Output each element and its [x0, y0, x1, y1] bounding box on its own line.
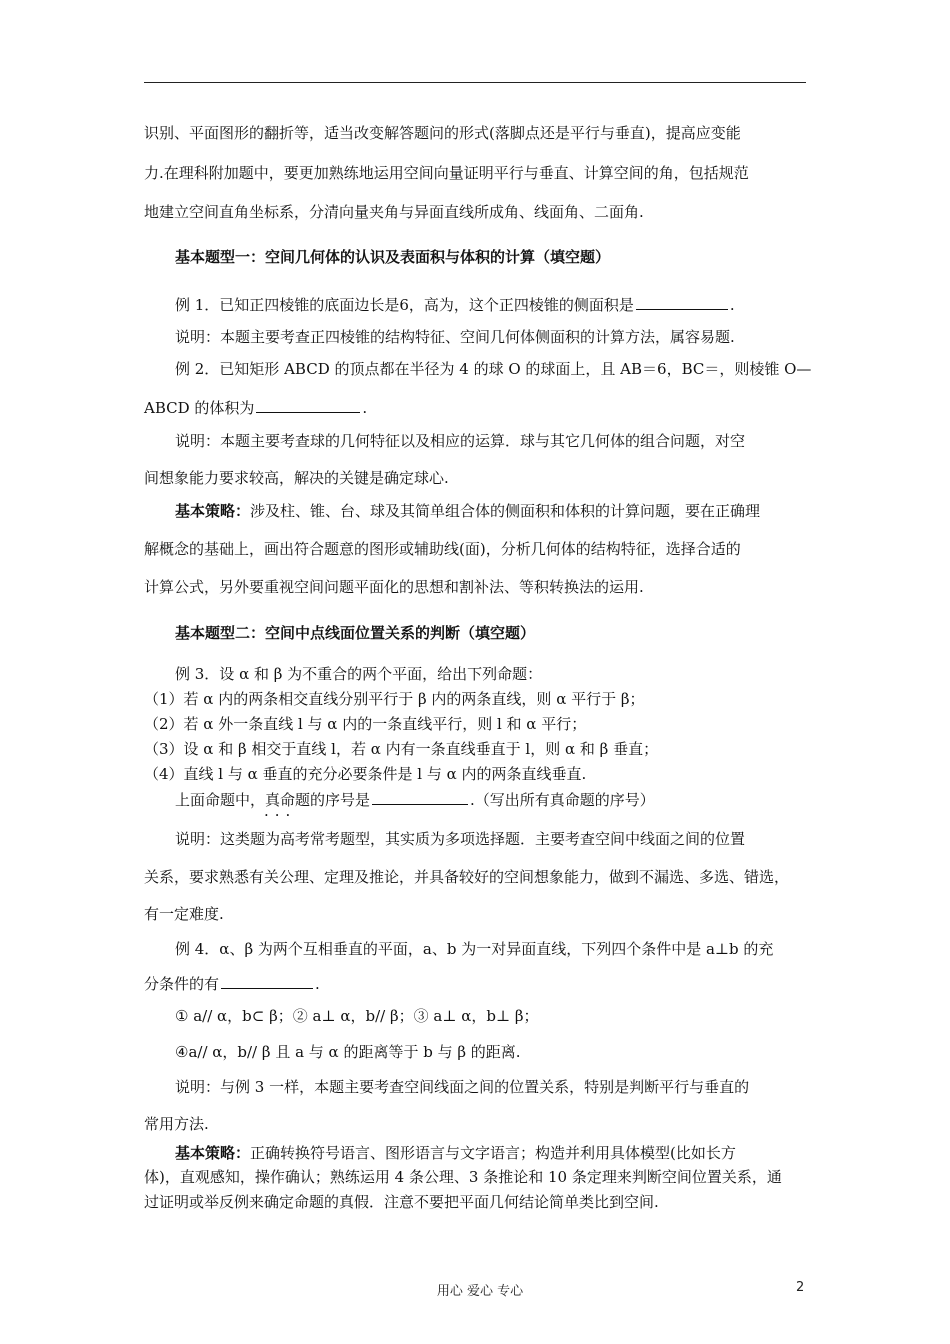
- note-4-cont: 常用方法.: [144, 1115, 209, 1133]
- header-rule: [144, 82, 806, 83]
- section-heading-1: 基本题型一：空间几何体的认识及表面积与体积的计算（填空题）: [175, 248, 611, 266]
- note-1: 说明：本题主要考查正四棱锥的结构特征、空间几何体侧面积的计算方法，属容易题.: [175, 328, 735, 346]
- section-heading-2: 基本题型二：空间中点线面位置关系的判断（填空题）: [175, 624, 536, 642]
- strategy-2-cont: 过证明或举反例来确定命题的真假．注意不要把平面几何结论简单类比到空间.: [144, 1193, 659, 1211]
- note-3-cont: 有一定难度.: [144, 905, 224, 923]
- answer-blank: [256, 397, 360, 413]
- page-footer: 用心 爱心 专心: [436, 1284, 524, 1299]
- strategy-1: 基本策略：涉及柱、锥、台、球及其简单组合体的侧面积和体积的计算问题，要在正确理: [175, 502, 761, 520]
- strategy-1-cont: 计算公式，另外要重视空间问题平面化的思想和割补法、等积转换法的运用.: [144, 578, 644, 596]
- paragraph-line: 识别、平面图形的翻折等，适当改变解答题问的形式(落脚点还是平行与垂直)，提高应变能: [144, 124, 741, 142]
- example-2: 例 2．已知矩形 ABCD 的顶点都在半径为 4 的球 O 的球面上，且 AB＝6，BC＝，则棱锥 O—: [175, 360, 812, 378]
- note-2: 说明：本题主要考查球的几何特征以及相应的运算．球与其它几何体的组合问题，对空: [175, 432, 746, 450]
- example-1: 例 1．已知正四棱锥的底面边长是6，高为，这个正四棱锥的侧面积是 .: [175, 296, 735, 314]
- proposition-1: （1）若 α 内的两条相交直线分别平行于 β 内的两条直线，则 α 平行于 β；: [144, 690, 645, 708]
- example-4: 例 4．α、β 为两个互相垂直的平面，a、b 为一对异面直线，下列四个条件中是 a⊥b 的充: [175, 940, 774, 958]
- example-4-cont: 分条件的有 .: [144, 975, 320, 993]
- strategy-1-cont: 解概念的基础上，画出符合题意的图形或辅助线(面)，分析几何体的结构特征，选择合适的: [144, 540, 741, 558]
- note-3-cont: 关系，要求熟悉有关公理、定理及推论，并具备较好的空间想象能力，做到不漏选、多选、错选，: [144, 868, 790, 886]
- page-number: 2: [796, 1280, 805, 1295]
- example-2-cont: ABCD 的体积为 .: [144, 399, 368, 417]
- note-3: 说明：这类题为高考常考题型，其实质为多项选择题．主要考查空间中线面之间的位置: [175, 830, 746, 848]
- emphasis-dots: ···: [264, 806, 297, 824]
- answer-blank: [221, 973, 313, 989]
- answer-blank: [636, 294, 728, 310]
- paragraph-line: 地建立空间直角坐标系，分清向量夹角与异面直线所成角、线面角、二面角.: [144, 203, 644, 221]
- question-3: 上面命题中，真命题的序号是 .（写出所有真命题的序号）: [175, 791, 655, 809]
- note-2-cont: 间想象能力要求较高，解决的关键是确定球心.: [144, 469, 449, 487]
- paragraph-line: 力.在理科附加题中，要更加熟练地运用空间向量证明平行与垂直、计算空间的角，包括规范: [144, 164, 749, 182]
- proposition-4: （4）直线 l 与 α 垂直的充分必要条件是 l 与 α 内的两条直线垂直.: [144, 765, 587, 783]
- condition-list: ① a// α，b⊂ β；② a⊥ α，b// β；③ a⊥ α，b⊥ β；: [175, 1007, 539, 1025]
- strategy-2: 基本策略：正确转换符号语言、图形语言与文字语言；构造并利用具体模型(比如长方: [175, 1144, 736, 1162]
- condition-list: ④a// α，b// β 且 a 与 α 的距离等于 b 与 β 的距离.: [175, 1043, 521, 1061]
- proposition-2: （2）若 α 外一条直线 l 与 α 内的一条直线平行，则 l 和 α 平行；: [144, 715, 587, 733]
- example-3: 例 3．设 α 和 β 为不重合的两个平面，给出下列命题：: [175, 665, 543, 683]
- answer-blank: [372, 789, 468, 805]
- note-4: 说明：与例 3 一样，本题主要考查空间线面之间的位置关系，特别是判断平行与垂直的: [175, 1078, 750, 1096]
- strategy-2-cont: 体)，直观感知，操作确认；熟练运用 4 条公理、3 条推论和 10 条定理来判断空间位置关系，通: [144, 1168, 782, 1186]
- proposition-3: （3）设 α 和 β 相交于直线 l，若 α 内有一条直线垂直于 l，则 α 和 β 垂直；: [144, 740, 659, 758]
